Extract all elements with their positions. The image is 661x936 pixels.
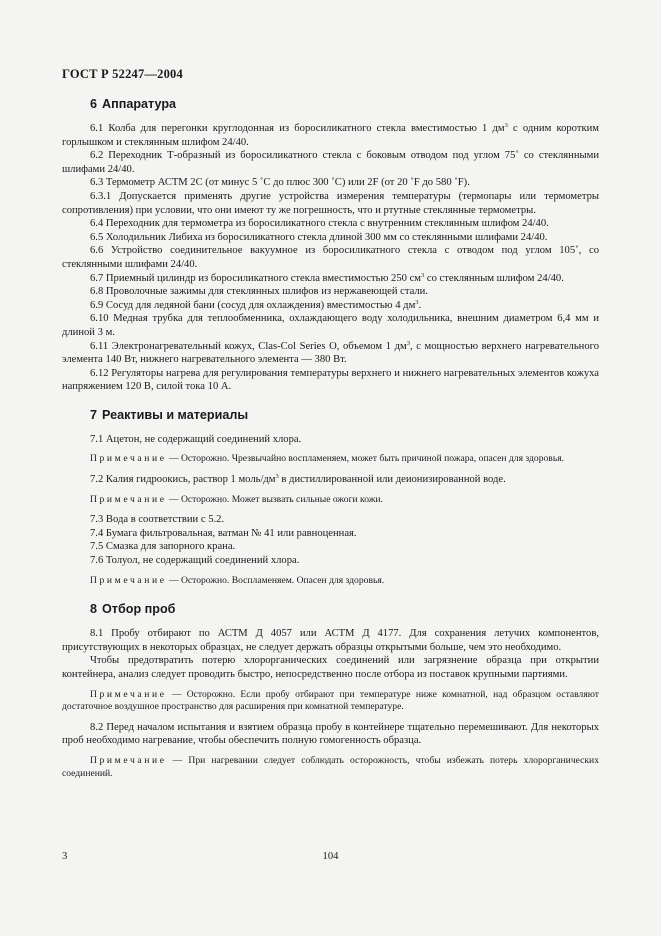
paragraph-7-3: 7.3 Вода в соответствии с 5.2. bbox=[90, 514, 225, 526]
section-title: Аппаратура bbox=[102, 97, 177, 111]
paragraph-6-7: 6.7 Приемный цилиндр из боросиликатного стекла вместимостью 250 $см^3$ со стеклянным шлифом 24/40. bbox=[90, 271, 564, 284]
paragraph-6-8: 6.8 Проволочные зажимы для стеклянных шлифов из нержавеющей стали. bbox=[90, 286, 428, 298]
section-number: 7 bbox=[90, 407, 98, 422]
paragraph-7-1: 7.1 Ацетон, не содержащий соединений хлора. bbox=[90, 433, 302, 445]
paragraph-7-6: 7.6 Толуол, не содержащий соединений хлора. bbox=[90, 555, 300, 567]
section-7-heading bbox=[90, 407, 599, 423]
paragraph-7-4: 7.4 Бумага фильтровальная, ватман № 41 или равноценная. bbox=[90, 527, 357, 539]
section-8-heading bbox=[90, 601, 599, 617]
note: Примечание — При нагревании следует соблюдать осторожность, чтобы избежать потерь хлорорганических соединений. bbox=[62, 754, 599, 779]
note: Примечание — Осторожно. Если пробу отбирают при температуре ниже комнатной, над образцом оставляют достаточное воздушное пространство для расширения при комнатной температуре. bbox=[62, 688, 599, 713]
paragraph-6-3: 6.3 Термометр АСТМ 2С (от минус 5 ˚С до плюс 300 ˚С) или 2F (от 20 ˚F до 580 ˚F). bbox=[90, 177, 470, 189]
paragraph-8-1-cont: Чтобы предотвратить потерю хлорорганических соединений или загрязнение образца при открытии контейнера, анализ следует проводить быстро, непосредственно после отбора из поставок крупными партиями. bbox=[62, 655, 599, 680]
paragraph-6-4: 6.4 Переходник для термометра из боросиликатного стекла с внутренним стеклянным шлифом 24/40. bbox=[90, 218, 549, 230]
note: Примечание — Осторожно. Может вызвать сильные ожоги кожи. bbox=[90, 493, 383, 505]
section-6-heading bbox=[90, 96, 599, 112]
paragraph-6-3-1: 6.3.1 Допускается применять другие устройства измерения температуры (термопары или термометры сопротивления) при условии, что они имеют ту же погрешность, что и ртутные стеклянные термометры. bbox=[62, 190, 599, 216]
paragraph-7-2: 7.2 Калия гидроокись, раствор 1 моль/$дм^3$ в дистиллированной или деионизированной воде. bbox=[90, 473, 506, 486]
note: Примечание — Осторожно. Чрезвычайно воспламеняем, может быть причиной пожара, опасен для здоровья. bbox=[90, 453, 565, 465]
standard-code: ГОСТ Р 52247—2004 bbox=[62, 67, 183, 81]
footer-index: 3 bbox=[62, 851, 68, 862]
section-title: Реактивы и материалы bbox=[102, 407, 249, 422]
document-body bbox=[62, 96, 599, 780]
paragraph-7-5: 7.5 Смазка для запорного крана. bbox=[90, 541, 236, 553]
section-title: Отбор проб bbox=[102, 602, 176, 617]
page-number: 104 bbox=[322, 851, 339, 862]
section-number: 8 bbox=[90, 602, 98, 617]
section-number: 6 bbox=[90, 97, 98, 111]
note: Примечание — Осторожно. Воспламеняем. Опасен для здоровья. bbox=[90, 574, 385, 586]
paragraph-6-6: 6.6 Устройство соединительное вакуумное из боросиликатного стекла с отводом под углом 105˚, со стеклянными шлифами 24/40. bbox=[62, 245, 599, 270]
paragraph-6-2: 6.2 Переходник Т-образный из боросиликатного стекла с боковым отводом под углом 75˚ со стеклянными шлифами 24/40. bbox=[62, 150, 599, 175]
paragraph-8-1: 8.1 Пробу отбирают по АСТМ Д 4057 или АСТМ Д 4177. Для сохранения летучих компонентов, присутствующих в некоторых образцах, не следует держать образцы открытыми больше, чем это необходимо. bbox=[62, 628, 599, 653]
paragraph-6-11: 6.11 Электронагревательный кожух, Clas-Col Series О, объемом 1 $дм^3$, с мощностью верхнего нагревательного элемента 140 Вт, нижнего нагревательного элемента — 380 Вт. bbox=[62, 339, 599, 366]
paragraph-6-10: 6.10 Медная трубка для теплообменника, охлаждающего воду холодильника, внешним диаметром 6,4 мм и длиной 3 м. bbox=[62, 313, 599, 338]
paragraph-8-2: 8.2 Перед началом испытания и взятием образца пробу в контейнере тщательно перемешивают. Для некоторых проб необходимо нагревание, чтобы обеспечить полную гомогенность образца. bbox=[62, 721, 599, 747]
paragraph-6-5: 6.5 Холодильник Либиха из боросиликатного стекла длиной 300 мм со стеклянными шлифами 24/40. bbox=[90, 231, 548, 243]
paragraph-6-9: 6.9 Сосуд для ледяной бани (сосуд для охлаждения) вместимостью 4 $дм^3$. bbox=[90, 298, 422, 311]
paragraph-6-12: 6.12 Регуляторы нагрева для регулирования температуры верхнего и нижнего нагревательных элементов кожуха напряжением 120 В, силой тока 10 А. bbox=[62, 367, 599, 393]
paragraph-6-1: 6.1 Колба для перегонки круглодонная из боросиликатного стекла вместимостью 1 $дм^3$ с одним коротким горлышком и стеклянным шлифом 24/40. bbox=[62, 122, 599, 148]
